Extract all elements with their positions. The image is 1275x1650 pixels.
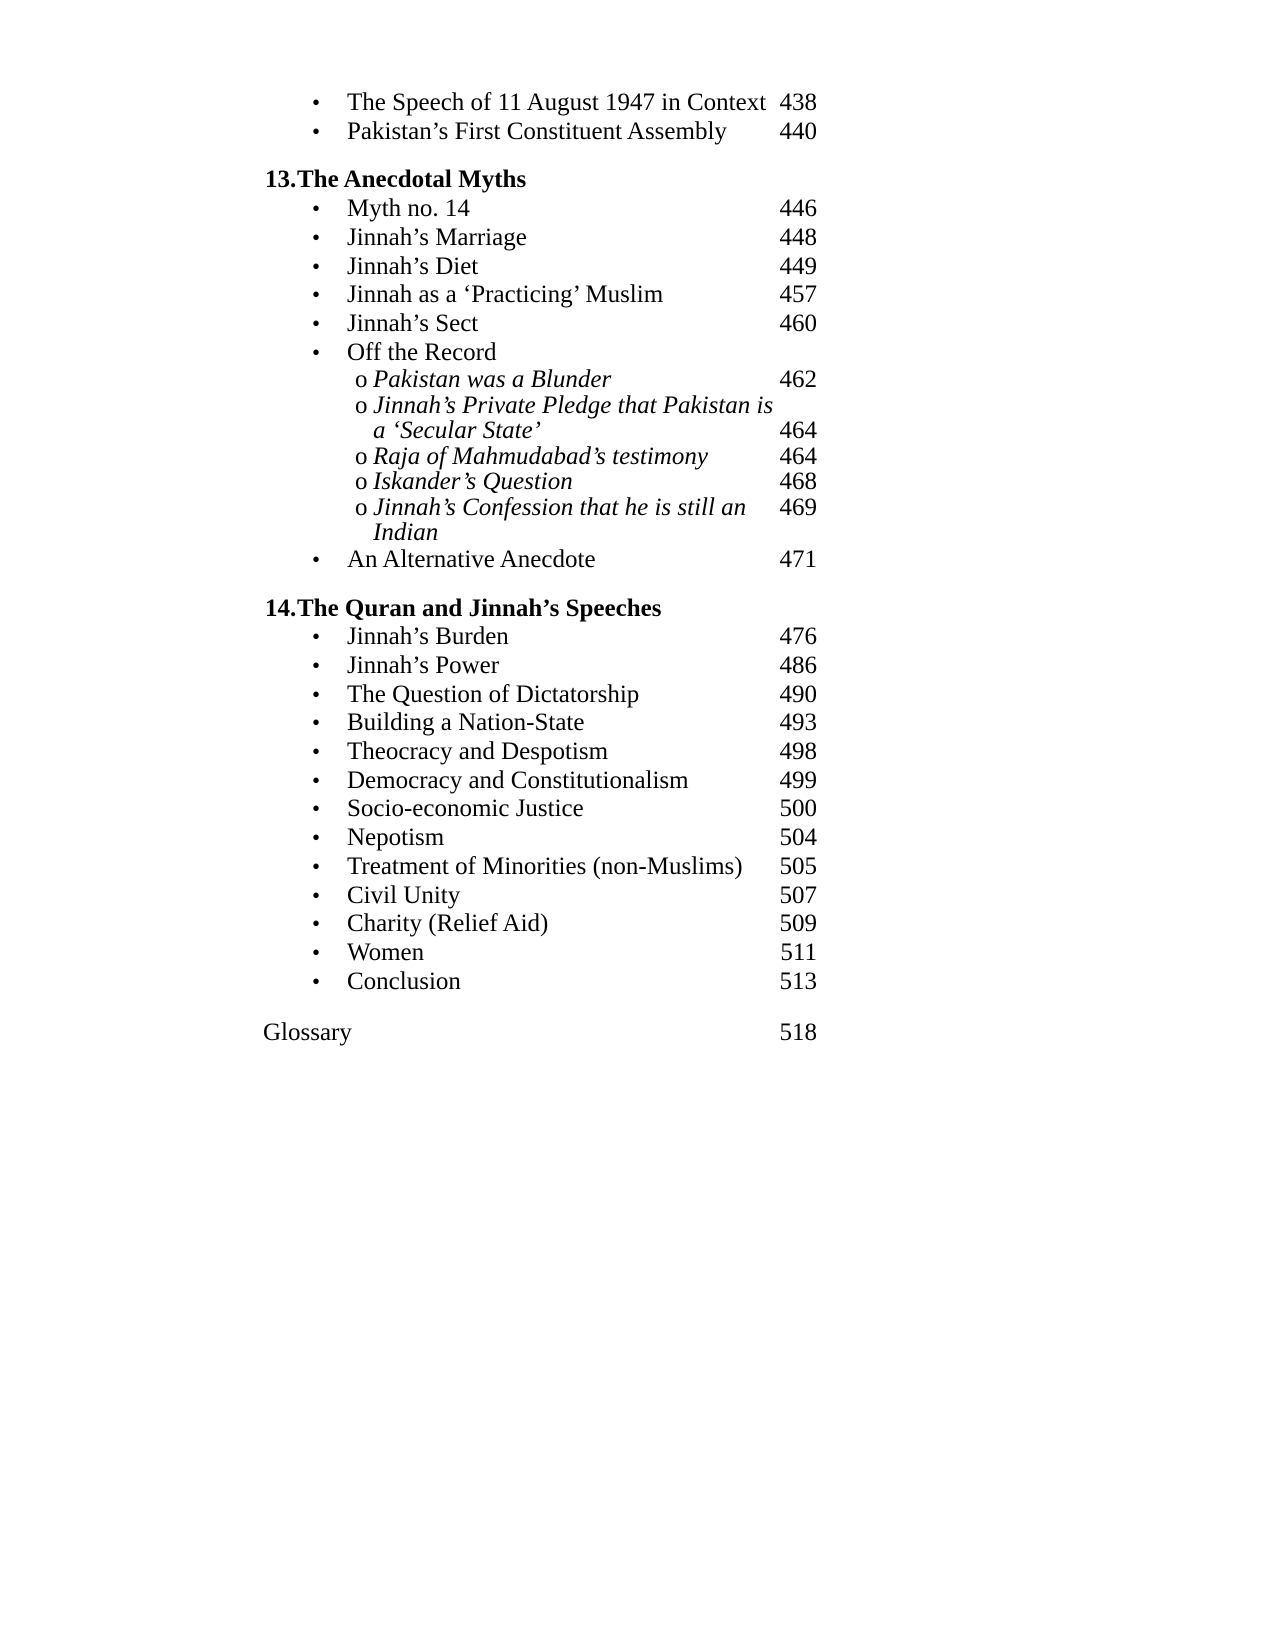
toc-chapter-row bbox=[263, 595, 817, 624]
toc-subentry-continuation: a ‘Secular State’ bbox=[373, 417, 542, 445]
bullet-icon: • bbox=[312, 681, 321, 707]
toc-entry-label: Off the Record bbox=[347, 338, 497, 366]
page-number: 468 bbox=[779, 468, 817, 496]
chapter-title: The Quran and Jinnah’s Speeches bbox=[297, 594, 662, 622]
page-number: 505 bbox=[779, 852, 817, 880]
table-of-contents bbox=[263, 89, 817, 1048]
page-number: 471 bbox=[779, 545, 817, 573]
toc-row bbox=[263, 224, 817, 253]
toc-entry-label: Building a Nation-State bbox=[347, 709, 585, 737]
sub-bullet-icon: o bbox=[355, 442, 368, 470]
toc-row bbox=[263, 118, 817, 147]
toc-row bbox=[263, 469, 817, 495]
bullet-icon: • bbox=[312, 911, 321, 937]
page-number: 464 bbox=[779, 442, 817, 470]
bullet-icon: • bbox=[312, 939, 321, 965]
bullet-icon: • bbox=[312, 968, 321, 994]
toc-entry-label: The Speech of 11 August 1947 in Context bbox=[347, 89, 767, 116]
toc-entry-label: Treatment of Minorities (non-Muslims) bbox=[347, 852, 743, 880]
page-number: 493 bbox=[779, 709, 817, 737]
page-number: 504 bbox=[779, 824, 817, 852]
toc-subentry-label: Raja of Mahmudabad’s testimony bbox=[373, 442, 708, 470]
toc-subentry-label: Iskander’s Question bbox=[373, 468, 573, 496]
toc-row bbox=[263, 882, 817, 911]
toc-row bbox=[263, 546, 817, 575]
page-number: 507 bbox=[779, 881, 817, 909]
page-number: 440 bbox=[779, 117, 817, 145]
toc-subentry-label: Jinnah’s Confession that he is still an Indian bbox=[373, 493, 747, 547]
toc-row bbox=[263, 393, 817, 419]
page-number: 476 bbox=[779, 623, 817, 651]
toc-entry-label: Socio-economic Justice bbox=[347, 795, 584, 823]
sub-bullet-icon: o bbox=[355, 493, 368, 521]
toc-entry-label: Civil Unity bbox=[347, 881, 461, 909]
toc-entry-label: Myth no. 14 bbox=[347, 195, 470, 223]
bullet-icon: • bbox=[312, 253, 321, 279]
page-number: 500 bbox=[779, 795, 817, 823]
bullet-icon: • bbox=[312, 310, 321, 336]
sub-bullet-icon: o bbox=[355, 391, 368, 419]
toc-entry-label: Glossary bbox=[263, 1019, 352, 1047]
bullet-icon: • bbox=[312, 546, 321, 572]
toc-row bbox=[263, 824, 817, 853]
bullet-icon: • bbox=[312, 882, 321, 908]
toc-row bbox=[263, 767, 817, 796]
toc-row bbox=[263, 939, 817, 968]
page-number: 513 bbox=[779, 967, 817, 995]
page-number: 457 bbox=[779, 281, 817, 309]
toc-subentry-label: Jinnah’s Private Pledge that Pakistan is bbox=[373, 391, 774, 419]
toc-entry-label: Jinnah as a ‘Practicing’ Muslim bbox=[347, 281, 664, 309]
toc-row bbox=[263, 738, 817, 767]
bullet-icon: • bbox=[312, 339, 321, 365]
chapter-title: The Anecdotal Myths bbox=[297, 166, 527, 194]
bullet-icon: • bbox=[312, 652, 321, 678]
toc-row bbox=[263, 853, 817, 882]
toc-row bbox=[263, 623, 817, 652]
toc-chapter-row bbox=[263, 166, 817, 195]
toc-row bbox=[263, 968, 817, 997]
toc-row bbox=[263, 253, 817, 282]
toc-row bbox=[263, 495, 817, 546]
toc-entry-label: Nepotism bbox=[347, 824, 445, 852]
toc-row bbox=[263, 418, 817, 444]
bullet-icon: • bbox=[312, 825, 321, 851]
toc-row bbox=[263, 1019, 817, 1048]
sub-bullet-icon: o bbox=[355, 468, 368, 496]
toc-entry-label: Jinnah’s Burden bbox=[347, 623, 509, 651]
toc-row bbox=[263, 89, 817, 118]
toc-row bbox=[263, 709, 817, 738]
toc-entry-label: Pakistan’s First Constituent Assembly bbox=[347, 117, 727, 145]
page-number: 449 bbox=[779, 252, 817, 280]
bullet-icon: • bbox=[312, 282, 321, 308]
toc-entry-label: Jinnah’s Diet bbox=[347, 252, 479, 280]
page-number: 518 bbox=[779, 1019, 817, 1047]
page-number: 438 bbox=[779, 89, 817, 116]
page-number: 460 bbox=[779, 309, 817, 337]
page-number: 464 bbox=[779, 417, 817, 445]
page-number: 511 bbox=[780, 938, 817, 966]
toc-row bbox=[263, 652, 817, 681]
page-number: 486 bbox=[779, 651, 817, 679]
toc-row bbox=[263, 310, 817, 339]
toc-entry-label: An Alternative Anecdote bbox=[347, 545, 596, 573]
sub-bullet-icon: o bbox=[355, 366, 368, 394]
bullet-icon: • bbox=[312, 118, 321, 144]
page-number: 446 bbox=[779, 195, 817, 223]
page-number: 499 bbox=[779, 766, 817, 794]
bullet-icon: • bbox=[312, 796, 321, 822]
toc-entry-label: Conclusion bbox=[347, 967, 461, 995]
toc-entry-label: Charity (Relief Aid) bbox=[347, 910, 549, 938]
bullet-icon: • bbox=[312, 767, 321, 793]
toc-row bbox=[263, 444, 817, 470]
bullet-icon: • bbox=[312, 710, 321, 736]
page-number: 509 bbox=[779, 910, 817, 938]
toc-row bbox=[263, 281, 817, 310]
toc-entry-label: Democracy and Constitutionalism bbox=[347, 766, 689, 794]
bullet-icon: • bbox=[312, 196, 321, 222]
toc-entry-label: Jinnah’s Power bbox=[347, 651, 500, 679]
toc-row bbox=[263, 681, 817, 710]
bullet-icon: • bbox=[312, 739, 321, 765]
bullet-icon: • bbox=[312, 224, 321, 250]
toc-row bbox=[263, 195, 817, 224]
bullet-icon: • bbox=[312, 90, 321, 115]
toc-entry-label: Jinnah’s Sect bbox=[347, 309, 479, 337]
toc-entry-label: The Question of Dictatorship bbox=[347, 680, 640, 708]
page-number: 448 bbox=[779, 223, 817, 251]
chapter-number: 13. bbox=[265, 166, 297, 194]
page-number: 498 bbox=[779, 738, 817, 766]
toc-row bbox=[263, 339, 817, 368]
toc-row bbox=[263, 367, 817, 393]
toc-entry-label: Theocracy and Despotism bbox=[347, 738, 609, 766]
toc-subentry-label: Pakistan was a Blunder bbox=[373, 366, 612, 394]
toc-row bbox=[263, 795, 817, 824]
toc-entry-label: Jinnah’s Marriage bbox=[347, 223, 527, 251]
page-number: 469 bbox=[779, 493, 817, 521]
chapter-number: 14. bbox=[265, 594, 297, 622]
bullet-icon: • bbox=[312, 624, 321, 650]
toc-row bbox=[263, 910, 817, 939]
page-number: 490 bbox=[779, 680, 817, 708]
toc-entry-label: Women bbox=[347, 938, 425, 966]
bullet-icon: • bbox=[312, 853, 321, 879]
page-number: 462 bbox=[779, 366, 817, 394]
